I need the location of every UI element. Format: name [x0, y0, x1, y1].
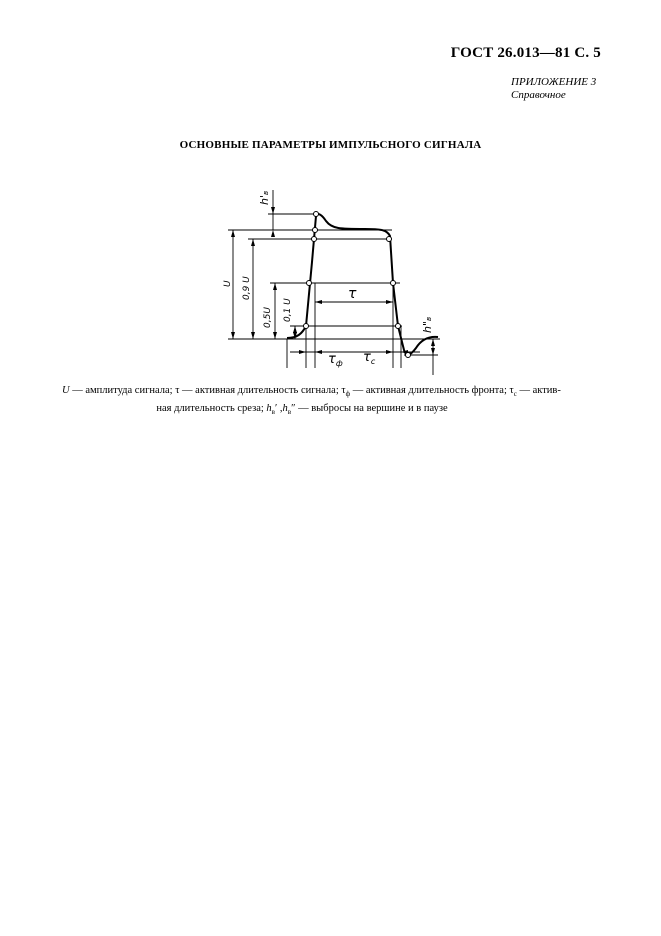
label-01: 0,1 U [283, 298, 293, 322]
label-hpause: h"в [421, 316, 434, 333]
label-09: 0,9 U [242, 276, 252, 300]
figure-caption [62, 384, 602, 419]
label-tau-front: $\tau_ф$ [328, 352, 343, 368]
label-tau-cut: $\tau_c$ [363, 350, 376, 366]
label-u: U [223, 280, 233, 287]
label-tau: τ [348, 286, 357, 302]
page-header-code: ГОСТ 26.013—81 С. 5 [450, 45, 601, 61]
caption-line-2: ная длительность среза; $h_в'$ $,h_в''$ — выбросы на вершине и в паузе [156, 402, 448, 416]
caption-line-1: U — амплитуда сигнала; τ — активная длительность сигнала; $\tau_ф$ — активная длительность фронта; $\tau_с$ — актив- [62, 385, 561, 399]
appendix-label: ПРИЛОЖЕНИЕ 3 [511, 76, 597, 88]
appendix-status: Справочное [511, 89, 566, 101]
page-title: ОСНОВНЫЕ ПАРАМЕТРЫ ИМПУЛЬСНОГО СИГНАЛА [179, 139, 482, 151]
label-htop: h'в [258, 190, 271, 205]
pulse-diagram [0, 0, 661, 380]
label-05: 0,5U [263, 307, 273, 328]
